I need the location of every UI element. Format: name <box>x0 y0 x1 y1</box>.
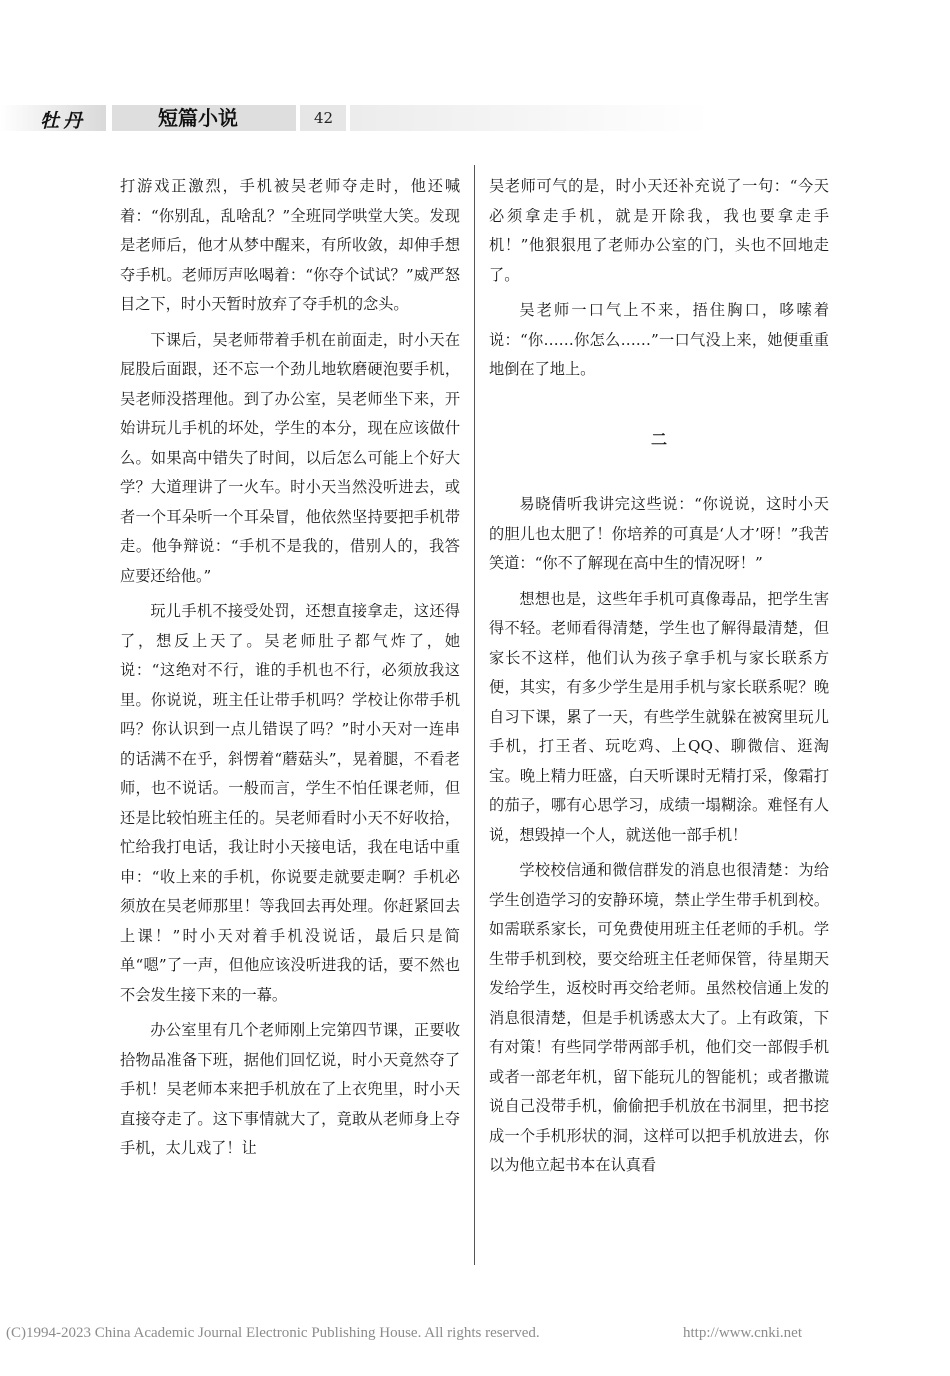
header-bar-right <box>350 105 950 131</box>
left-column <box>120 172 460 1170</box>
paragraph: 玩儿手机不接受处罚，还想直接拿走，这还得了，想反上天了。吴老师肚子都气炸了，她说：“这绝对不行，谁的手机也不行，必须放我这里。你说说，班主任让带手机吗？学校让你带手机吗？你认识到一点儿错误了吗？”时小天对一连串的话满不在乎，斜愣着“蘑菇头”，晃着腿，不看老师，也不说话。一般而言，学生不怕任课老师，但还是比较怕班主任的。吴老师看时小天不好收拾，忙给我打电话，我让时小天接电话，我在电话中重申：“收上来的手机，你说要走就要走啊？手机必须放在吴老师那里！等我回去再处理。你赶紧回去上课！”时小天对着手机没说话，最后只是简单“嗯”了一声，但他应该没听进我的话，要不然也不会发生接下来的一幕。 <box>120 602 460 1004</box>
footer-url[interactable]: http://www.cnki.net <box>683 1325 803 1341</box>
copyright-notice: (C)1994-2023 China Academic Journal Electronic Publishing House. All rights reserved. <box>6 1325 540 1341</box>
paragraph: 学校校信通和微信群发的消息也很清楚：为给学生创造学习的安静环境，禁止学生带手机到校。如需联系家长，可免费使用班主任老师的手机。学生带手机到校，要交给班主任老师保管，待星期天发给学生，返校时再交给老师。虽然校信通上发的消息很清楚，但是手机诱惑太大了。上有政策，下有对策！有些同学带两部手机，他们交一部假手机或者一部老年机，留下能玩儿的智能机；或者撒谎说自己没带手机，偷偷把手机放在书洞里，把书挖成一个手机形状的洞，这样可以把手机放进去，你以为他立起书本在认真看 <box>489 861 829 1174</box>
page-header <box>0 105 950 131</box>
paragraph: 易晓倩听我讲完这些说：“你说说，这时小天的胆儿也太肥了！你培养的可真是‘人才’呀！”我苦笑道：“你不了解现在高中生的情况呀！” <box>489 495 829 572</box>
right-column <box>489 172 829 1187</box>
column-divider <box>474 165 475 1265</box>
paragraph: 想想也是，这些年手机可真像毒品，把学生害得不轻。老师看得清楚，学生也了解得最清楚，但家长不这样，他们认为孩子拿手机与家长联系方便，其实，有多少学生是用手机与家长联系呢？晚自习下课，累了一天，有些学生就躲在被窝里玩儿手机，打王者、玩吃鸡、上QQ、聊微信、逛淘宝。晚上精力旺盛，白天听课时无精打采，像霜打的茄子，哪有心思学习，成绩一塌糊涂。难怪有人说，想毁掉一个人，就送他一部手机！ <box>489 589 829 844</box>
section-title: 短篇小说 <box>158 106 238 130</box>
chapter-heading: 二 <box>650 429 667 449</box>
paragraph: 办公室里有几个老师刚上完第四节课，正要收拾物品准备下班，据他们回忆说，时小天竟然夺了手机！吴老师本来把手机放在了上衣兜里，时小天直接夺走了。这下事情就大了，竟敢从老师身上夺手机，太儿戏了！让 <box>120 1021 460 1157</box>
paragraph: 下课后，吴老师带着手机在前面走，时小天在屁股后面跟，还不忘一个劲儿地软磨硬泡要手机，吴老师没搭理他。到了办公室，吴老师坐下来，开始讲玩儿手机的坏处，学生的本分，现在应该做什么。如果高中错失了时间，以后怎么可能上个好大学？大道理讲了一火车。时小天当然没听进去，或者一个耳朵听一个耳朵冒，他依然坚持要把手机带走。他争辩说：“手机不是我的，借别人的，我答应要还给他。” <box>120 330 460 585</box>
paragraph: 吴老师一口气上不来，捂住胸口，哆嗦着说：“你……你怎么……”一口气没上来，她便重重地倒在了地上。 <box>489 301 829 378</box>
page-number: 42 <box>314 109 334 127</box>
paragraph: 打游戏正激烈，手机被吴老师夺走时，他还喊着：“你别乱，乱啥乱？”全班同学哄堂大笑。发现是老师后，他才从梦中醒来，有所收敛，却伸手想夺手机。老师厉声吆喝着：“你夺个试试？”威严怒目之下，时小天暂时放弃了夺手机的念头。 <box>120 177 460 313</box>
journal-logo: 牡丹 <box>40 110 87 132</box>
paragraph: 吴老师可气的是，时小天还补充说了一句：“今天必须拿走手机，就是开除我，我也要拿走手机！”他狠狠甩了老师办公室的门，头也不回地走了。 <box>489 177 829 284</box>
